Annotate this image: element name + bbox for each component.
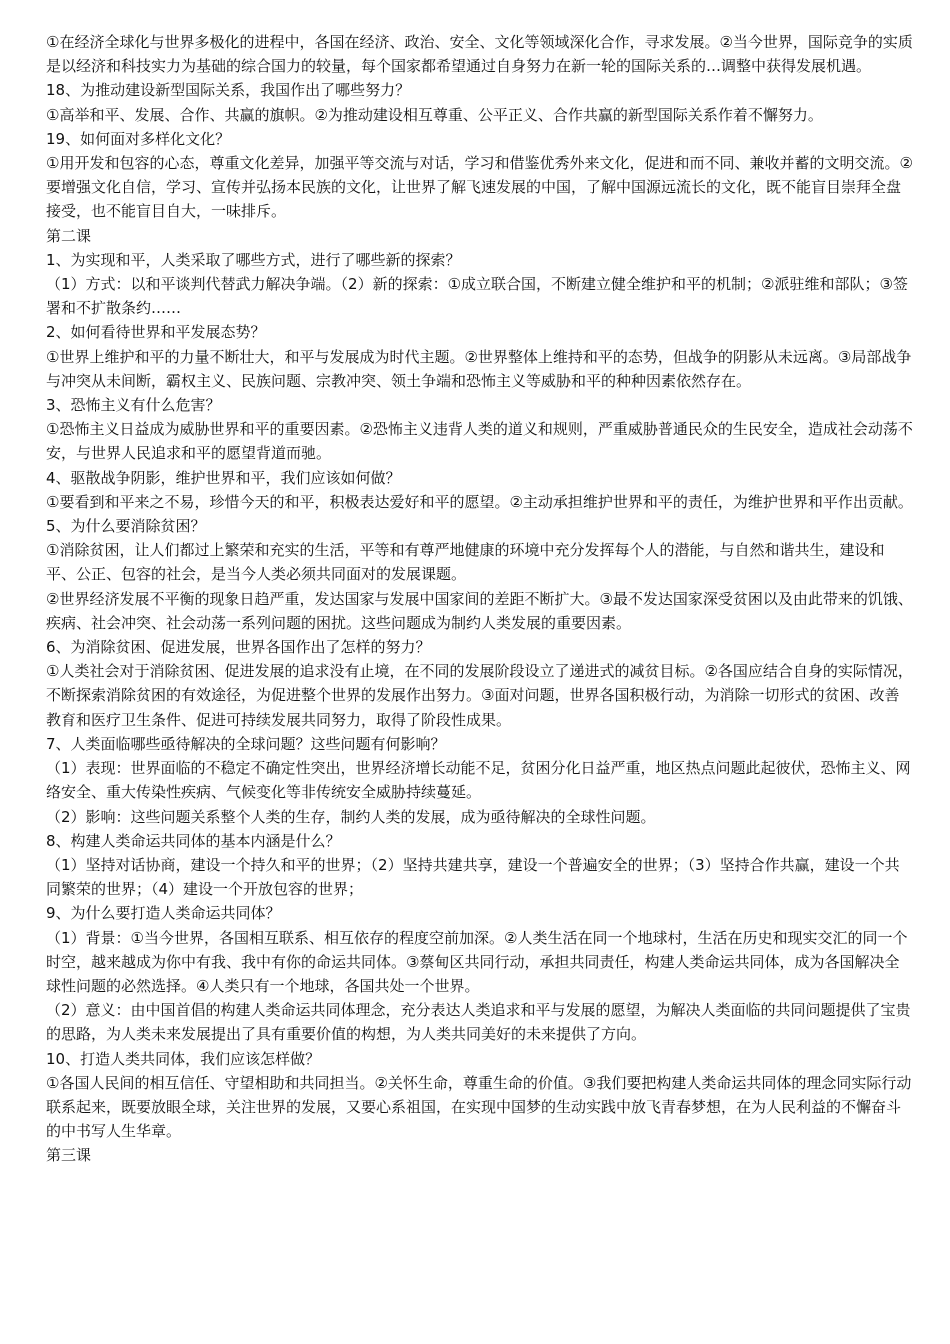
question-heading: 1、为实现和平，人类采取了哪些方式，进行了哪些新的探索？ [46, 250, 461, 269]
paragraph-answer: ①世界上维护和平的力量不断壮大，和平与发展成为时代主题。②世界整体上维持和平的态势，但战争的阴影从未远离。③局部战争与冲突从未间断，霸权主义、民族问题、宗教冲突、领土争端和恐怖主义等威胁和平的种种因素依然存在。 [46, 347, 912, 390]
question-heading: 6、为消除贫困、促进发展，世界各国作出了怎样的努力？ [46, 638, 431, 657]
question-heading: 3、恐怖主义有什么危害？ [46, 396, 221, 415]
paragraph-answer: （1）背景：①当今世界，各国相互联系、相互依存的程度空前加深。②人类生活在同一个地球村，生活在历史和现实交汇的同一个时空，越来越成为你中有我、我中有你的命运共同体。③蔡甸区共同行动，承担共同责任，构建人类命运共同体，成为各国解决全球性问题的必然选择。④人类只有一个地球，各国共处一个世界。 [46, 928, 908, 995]
paragraph-answer: （2）影响：这些问题关系整个人类的生存，制约人类的发展，成为亟待解决的全球性问题。 [46, 807, 656, 826]
paragraph-answer: ①人类社会对于消除贫困、促进发展的追求没有止境，在不同的发展阶段设立了递进式的减贫目标。②各国应结合自身的实际情况，不断探索消除贫困的有效途径，为促进整个世界的发展作出努力。③面对问题，世界各国积极行动，为消除一切形式的贫困、改善教育和医疗卫生条件、促进可持续发展共同努力，取得了阶段性成果。 [46, 662, 913, 729]
question-heading: 10、打造人类共同体，我们应该怎样做？ [46, 1049, 321, 1068]
paragraph-answer: （1）坚持对话协商，建设一个持久和平的世界；（2）坚持共建共享，建设一个普遍安全的世界；（3）坚持合作共赢，建设一个共同繁荣的世界；（4）建设一个开放包容的世界； [46, 855, 900, 899]
paragraph-answer: ②世界经济发展不平衡的现象日趋严重，发达国家与发展中国家间的差距不断扩大。③最不发达国家深受贫困以及由此带来的饥饿、疾病、社会冲突、社会动荡一系列问题的困扰。这些问题成为制约人类发展的重要因素。 [46, 589, 913, 632]
question-heading: 7、人类面临哪些亟待解决的全球问题？这些问题有何影响？ [46, 734, 446, 753]
question-heading: 8、构建人类命运共同体的基本内涵是什么？ [46, 831, 341, 850]
question-heading: 4、驱散战争阴影，维护世界和平，我们应该如何做？ [46, 468, 401, 487]
lesson-heading: 第三课 [46, 1146, 92, 1165]
paragraph-answer: （1）方式：以和平谈判代替武力解决争端。（2）新的探索：①成立联合国，不断建立健全维护和平的机制；②派驻维和部队；③签署和不扩散条约…… [46, 275, 908, 318]
paragraph-answer: （2）意义：由中国首倡的构建人类命运共同体理念，充分表达人类追求和平与发展的愿望，为解决人类面临的共同问题提供了宝贵的思路，为人类未来发展提出了具有重要价值的构想，为人类共同美好的未来提供了方向。 [46, 1001, 911, 1044]
document-body [46, 30, 914, 1168]
paragraph-answer: ①各国人民间的相互信任、守望相助和共同担当。②关怀生命，尊重生命的价值。③我们要把构建人类命运共同体的理念同实际行动联系起来，既要放眼全球，关注世界的发展，又要心系祖国，在实现中国梦的生动实践中放飞青春梦想，在为人民利益的不懈奋斗的中书写人生华章。 [46, 1073, 912, 1141]
question-heading: 5、为什么要消除贫困？ [46, 517, 206, 536]
paragraph-answer: ①要看到和平来之不易，珍惜今天的和平，积极表达爱好和平的愿望。②主动承担维护世界和平的责任，为维护世界和平作出贡献。 [46, 492, 913, 511]
lesson-heading: 第二课 [46, 226, 92, 245]
paragraph-answer: ①在经济全球化与世界多极化的进程中，各国在经济、政治、安全、文化等领域深化合作，寻求发展。②当今世界，国际竞争的实质是以经济和科技实力为基础的综合国力的较量，每个国家都希望通过自身努力在新一轮的国际关系的…调整中获得发展机遇。 [46, 33, 913, 76]
paragraph-answer: ①恐怖主义日益成为威胁世界和平的重要因素。②恐怖主义违背人类的道义和规则，严重威胁普通民众的生民安全，造成社会动荡不安，与世界人民追求和平的愿望背道而驰。 [46, 420, 913, 463]
paragraph-answer: ①用开发和包容的心态，尊重文化差异，加强平等交流与对话，学习和借鉴优秀外来文化，促进和而不同、兼收并蓄的文明交流。②要增强文化自信，学习、宣传并弘扬本民族的文化，让世界了解飞速发展的中国，了解中国源远流长的文化，既不能盲目崇拜全盘接受，也不能盲目自大，一味排斥。 [46, 154, 913, 221]
question-heading: 18、为推动建设新型国际关系，我国作出了哪些努力？ [46, 81, 411, 100]
paragraph-answer: ①高举和平、发展、合作、共赢的旗帜。②为推动建设相互尊重、公平正义、合作共赢的新型国际关系作着不懈努力。 [46, 105, 823, 124]
paragraph-answer: （1）表现：世界面临的不稳定不确定性突出，世界经济增长动能不足，贫困分化日益严重，地区热点问题此起彼伏，恐怖主义、网络安全、重大传染性疾病、气候变化等非传统安全威胁持续蔓延。 [46, 759, 911, 802]
paragraph-answer: ①消除贫困，让人们都过上繁荣和充实的生活，平等和有尊严地健康的环境中充分发挥每个人的潜能，与自然和谐共生，建设和平、公正、包容的社会，是当今人类必须共同面对的发展课题。 [46, 541, 885, 584]
question-heading: 9、为什么要打造人类命运共同体？ [46, 904, 281, 923]
question-heading: 2、如何看待世界和平发展态势？ [46, 323, 266, 342]
question-heading: 19、如何面对多样化文化？ [46, 129, 231, 148]
